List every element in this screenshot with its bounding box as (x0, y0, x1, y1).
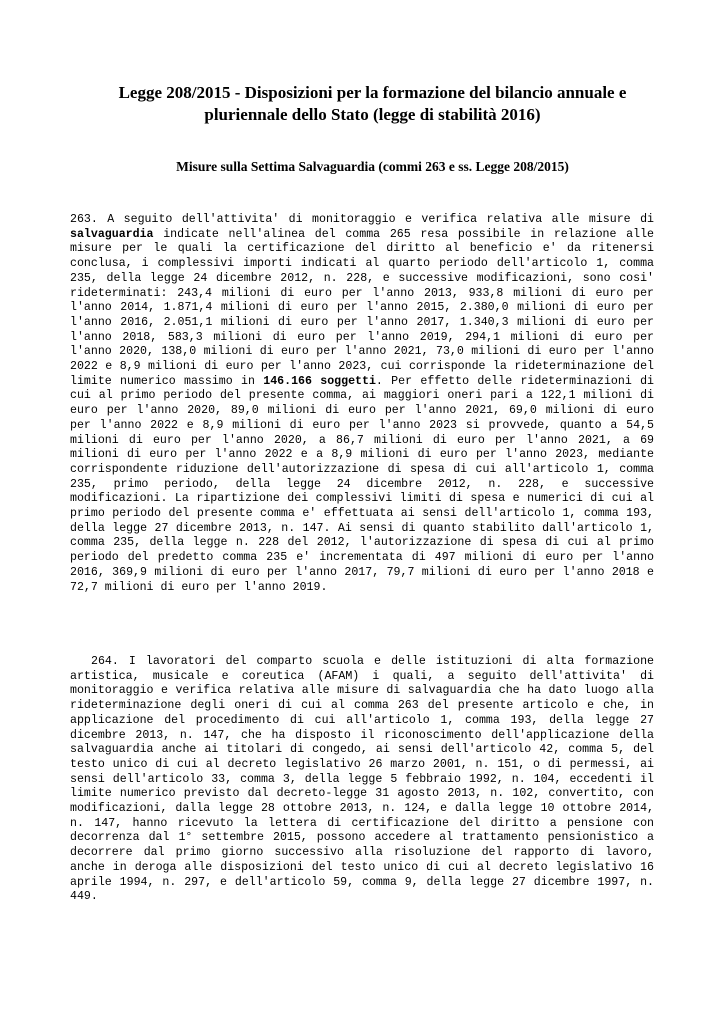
paragraph-text: . Per effetto delle rideterminazioni di cui al primo periodo del presente comma, ai maggiori oneri pari a 122,1 milioni di euro per l'anno 2020, 89,0 milioni di euro per l'anno 2021, 69,0 milioni di euro per l'anno 2022 e 8,9 milioni di euro per l'anno 2023 si provvede, quanto a 54,5 milioni di euro per l'anno 2020, a 86,7 milioni di euro per l'anno 2021, a 69 milioni di euro per l'anno 2022 e a 8,9 milioni di euro per l'anno 2023, mediante corrispondente riduzione dell'autorizzazione di spesa di cui all'articolo 1, comma 235, primo periodo, della legge 24 dicembre 2012, n. 228, e successive modificazioni. La ripartizione dei complessivi limiti di spesa e numerici di cui al primo periodo del presente comma e' effettuata ai sensi dell'articolo 1, comma 193, della legge 27 dicembre 2013, n. 147. Ai sensi di quanto stabilito dall'articolo 1, comma 235, della legge n. 228 del 2012, l'autorizzazione di spesa di cui al primo periodo del predetto comma 235 e' incrementata di 497 milioni di euro per l'anno 2016, 369,9 milioni di euro per l'anno 2017, 79,7 milioni di euro per l'anno 2018 e 72,7 milioni di euro per l'anno 2019. (70, 374, 654, 594)
paragraph-comma-264 (70, 655, 654, 905)
paragraph-text: 263. A seguito dell'attivita' di monitoraggio e verifica relativa alle misure di (70, 213, 654, 226)
document-title: Legge 208/2015 - Disposizioni per la formazione del bilancio annuale e pluriennale dello Stato (legge di stabilità 2016) (118, 83, 627, 124)
bold-term-salvaguardia: salvaguardia (70, 227, 154, 241)
paragraph-comma-263 (70, 213, 654, 595)
bold-term-soggetti: 146.166 soggetti (263, 374, 376, 388)
paragraph-text: indicate nell'alinea del comma 265 resa possibile in relazione alle misure per le quali la certificazione del diritto al beneficio e' da ritenersi conclusa, i complessivi importi indicati al quarto periodo dell'articolo 1, comma 235, della legge 24 dicembre 2012, n. 228, e successive modificazioni, sono cosi' rideterminati: 243,4 milioni di euro per l'anno 2013, 933,8 milioni di euro per l'anno 2014, 1.871,4 milioni di euro per l'anno 2015, 2.380,0 milioni di euro per l'anno 2016, 2.051,1 milioni di euro per l'anno 2017, 1.340,3 milioni di euro per l'anno 2018, 583,3 milioni di euro per l'anno 2019, 294,1 milioni di euro per l'anno 2020, 138,0 milioni di euro per l'anno 2021, 73,0 milioni di euro per l'anno 2022 e 8,9 milioni di euro per l'anno 2023, cui corrisponde la rideterminazione del limite numerico massimo in (70, 227, 654, 388)
paragraph-text: 264. I lavoratori del comparto scuola e delle istituzioni di alta formazione artistica, musicale e coreutica (AFAM) i quali, a seguito dell'attivita' di monitoraggio e verifica relativa alle misure di salvaguardia che ha dato luogo alla rideterminazione degli oneri di cui al comma 263 del presente articolo e che, in applicazione del procedimento di cui all'articolo 1, comma 193, della legge 27 dicembre 2013, n. 147, che ha disposto il riconoscimento dell'applicazione della salvaguardia anche ai titolari di congedo, ai sensi dell'articolo 42, comma 5, del testo unico di cui al decreto legislativo 26 marzo 2001, n. 151, o di permessi, ai sensi dell'articolo 33, comma 3, della legge 5 febbraio 1992, n. 104, eccedenti il limite numerico previsto dal decreto-legge 31 agosto 2013, n. 102, convertito, con modificazioni, dalla legge 28 ottobre 2013, n. 124, e dalla legge 10 ottobre 2014, n. 147, hanno ricevuto la lettera di certificazione del diritto a pensione con decorrenza dal 1° settembre 2015, possono accedere al trattamento pensionistico a decorrere dal primo giorno successivo alla risoluzione del rapporto di lavoro, anche in deroga alle disposizioni del testo unico di cui al decreto legislativo 16 aprile 1994, n. 297, e dell'articolo 59, comma 9, della legge 27 dicembre 1997, n. 449. (70, 655, 654, 904)
document-subtitle: Misure sulla Settima Salvaguardia (commi 263 e ss. Legge 208/2015) (176, 159, 569, 174)
